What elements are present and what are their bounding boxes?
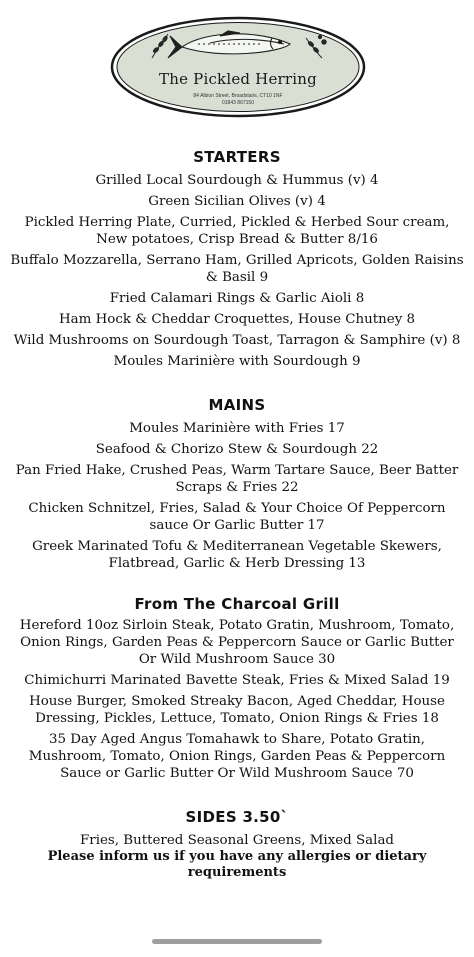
menu-item: Ham Hock & Cheddar Croquettes, House Chutney 8 (58, 312, 416, 327)
logo-phone: 01843 867150 (222, 100, 254, 106)
menu-item: 35 Day Aged Angus Tomahawk to Share, Potato Gratin, Mushroom, Tomato, Onion Rings, Garden Peas & Peppercorn Sauce or Garlic Butter Or Wild Mushroom Sauce 70 (28, 732, 446, 781)
logo-address: 84 Albion Street, Broadstairs, CT10 1NF (193, 93, 283, 99)
section-title-mains: MAINS (208, 396, 266, 414)
grill-section (10, 595, 464, 782)
section-title-grill: From The Charcoal Grill (134, 595, 340, 613)
section-title-starters: STARTERS (193, 148, 281, 166)
menu-content (10, 148, 464, 907)
menu-item: Moules Marinière with Fries 17 (129, 421, 345, 436)
logo-restaurant-name: The Pickled Herring (159, 70, 317, 88)
menu-item: Fried Calamari Rings & Garlic Aioli 8 (109, 291, 365, 306)
menu-item: Fries, Buttered Seasonal Greens, Mixed Salad (80, 833, 394, 848)
menu-item: Greek Marinated Tofu & Mediterranean Vegetable Skewers, Flatbread, Garlic & Herb Dressing 13 (32, 539, 442, 571)
menu-item: Moules Marinière with Sourdough 9 (113, 354, 361, 369)
mains-section (10, 396, 464, 572)
menu-item: Pickled Herring Plate, Curried, Pickled & Herbed Sour cream, New potatoes, Crisp Bread & Butter 8/16 (24, 215, 450, 247)
menu-item: Chimichurri Marinated Bavette Steak, Fries & Mixed Salad 19 (24, 673, 450, 688)
menu-item: Hereford 10oz Sirloin Steak, Potato Gratin, Mushroom, Tomato, Onion Rings, Garden Peas & Peppercorn Sauce or Garlic Butter Or Wild Mushroom Sauce 30 (19, 618, 455, 667)
menu-item: Chicken Schnitzel, Fries, Salad & Your Choice Of Peppercorn sauce Or Garlic Butter 17 (28, 501, 446, 533)
menu-item: Grilled Local Sourdough & Hummus (v) 4 (95, 173, 379, 188)
menu-item: Buffalo Mozzarella, Serrano Ham, Grilled Apricots, Golden Raisins & Basil 9 (10, 253, 464, 285)
restaurant-logo (110, 16, 366, 118)
section-title-sides: SIDES 3.50` (185, 808, 289, 826)
menu-item: Pan Fried Hake, Crushed Peas, Warm Tartare Sauce, Beer Batter Scraps & Fries 22 (15, 463, 459, 495)
menu-item: Wild Mushrooms on Sourdough Toast, Tarragon & Samphire (v) 8 (13, 333, 461, 348)
menu-item: Seafood & Chorizo Stew & Sourdough 22 (95, 442, 379, 457)
menu-item: House Burger, Smoked Streaky Bacon, Aged Cheddar, House Dressing, Pickles, Lettuce, Tomato, Onion Rings & Fries 18 (29, 694, 445, 726)
allergy-notice: Please inform us if you have any allergies or dietary requirements (47, 849, 427, 880)
sides-section (10, 808, 464, 881)
menu-item: Green Sicilian Olives (v) 4 (148, 194, 326, 209)
home-indicator[interactable] (152, 939, 322, 944)
starters-section (10, 148, 464, 370)
